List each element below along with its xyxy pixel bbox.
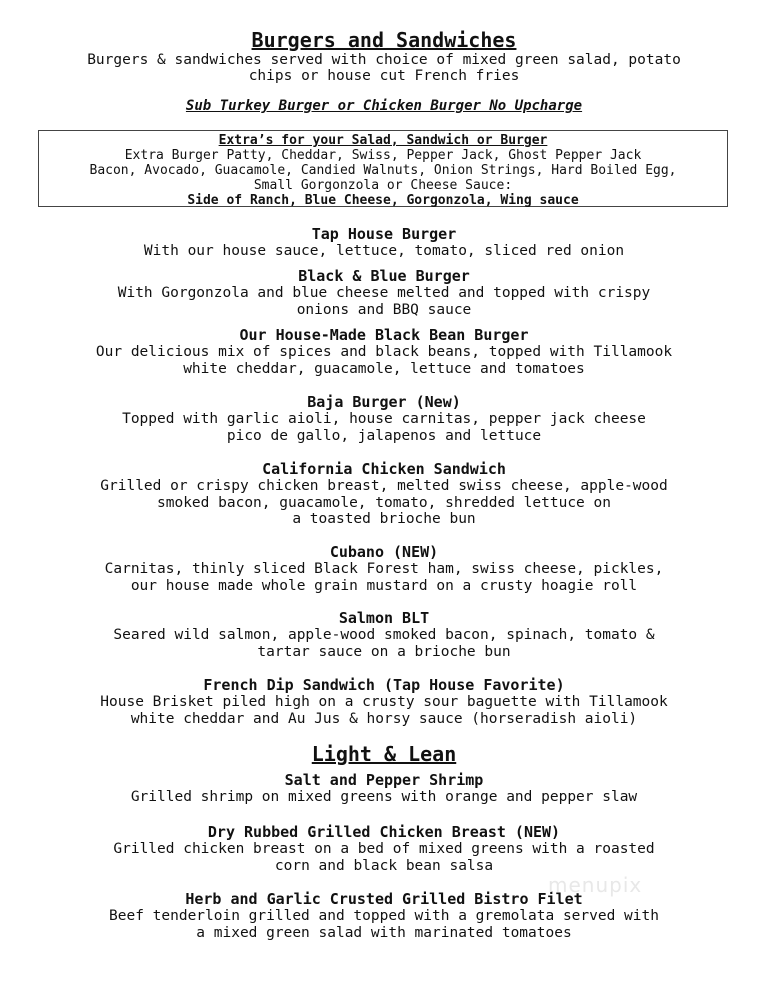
menu-item	[0, 609, 768, 660]
item-description: Beef tenderloin grilled and topped with a gremolata served with a mixed green salad with marinated tomatoes	[109, 908, 659, 941]
item-description: Our delicious mix of spices and black beans, topped with Tillamook white cheddar, guacamole, lettuce and tomatoes	[95, 344, 673, 377]
item-description: Seared wild salmon, apple-wood smoked bacon, spinach, tomato & tartar sauce on a brioche bun	[113, 627, 655, 660]
item-name: French Dip Sandwich (Tap House Favorite)	[203, 676, 565, 694]
extras-box	[38, 130, 728, 207]
extras-line: Bacon, Avocado, Guacamole, Candied Walnuts, Onion Strings, Hard Boiled Egg,	[89, 163, 677, 178]
item-name: Salt and Pepper Shrimp	[284, 771, 484, 789]
menu-item	[0, 676, 768, 727]
section-intro: Burgers & sandwiches served with choice of mixed green salad, potato chips or house cut French fries	[87, 52, 681, 84]
item-description: Carnitas, thinly sliced Black Forest ham, swiss cheese, pickles, our house made whole grain mustard on a crusty hoagie roll	[104, 561, 664, 594]
menu-item	[0, 890, 768, 941]
item-name: California Chicken Sandwich	[262, 460, 506, 478]
watermark: menupix	[548, 873, 643, 897]
menu-item	[0, 393, 768, 444]
item-name: Tap House Burger	[311, 225, 457, 243]
menu-item	[0, 225, 768, 260]
item-name: Dry Rubbed Grilled Chicken Breast (NEW)	[207, 823, 561, 841]
item-description: House Brisket piled high on a crusty sour baguette with Tillamook white cheddar and Au Jus & horsy sauce (horseradish aioli)	[100, 694, 668, 727]
item-name: Herb and Garlic Crusted Grilled Bistro Filet	[185, 890, 583, 908]
extras-sauces: Side of Ranch, Blue Cheese, Gorgonzola, Wing sauce	[187, 193, 579, 208]
item-description: Grilled shrimp on mixed greens with orange and pepper slaw	[130, 789, 638, 805]
extras-title: Extra’s for your Salad, Sandwich or Burger	[218, 133, 548, 148]
menu-item	[0, 267, 768, 318]
extras-line: Small Gorgonzola or Cheese Sauce:	[253, 178, 513, 193]
item-name: Our House-Made Black Bean Burger	[239, 326, 529, 344]
item-description: With our house sauce, lettuce, tomato, sliced red onion	[143, 243, 625, 259]
item-description: With Gorgonzola and blue cheese melted and topped with crispy onions and BBQ sauce	[117, 285, 651, 318]
section-title-burgers: Burgers and Sandwiches	[251, 28, 517, 52]
item-name: Black & Blue Burger	[298, 267, 470, 285]
menu-item	[0, 326, 768, 377]
menu-item	[0, 823, 768, 874]
menu-item	[0, 771, 768, 806]
extras-line: Extra Burger Patty, Cheddar, Swiss, Pepper Jack, Ghost Pepper Jack	[124, 148, 642, 163]
item-description: Grilled or crispy chicken breast, melted swiss cheese, apple-wood smoked bacon, guacamole, tomato, shredded lettuce on a toasted brioche bun	[100, 478, 668, 527]
item-name: Baja Burger (New)	[307, 393, 461, 411]
menu-item	[0, 543, 768, 594]
section-title-light-lean: Light & Lean	[311, 742, 457, 766]
item-description: Topped with garlic aioli, house carnitas, pepper jack cheese pico de gallo, jalapenos and lettuce	[122, 411, 646, 444]
menu-item	[0, 460, 768, 528]
substitution-note: Sub Turkey Burger or Chicken Burger No Upcharge	[185, 98, 583, 114]
item-name: Cubano (NEW)	[329, 543, 439, 561]
item-name: Salmon BLT	[338, 609, 430, 627]
item-description: Grilled chicken breast on a bed of mixed greens with a roasted corn and black bean salsa	[113, 841, 655, 874]
